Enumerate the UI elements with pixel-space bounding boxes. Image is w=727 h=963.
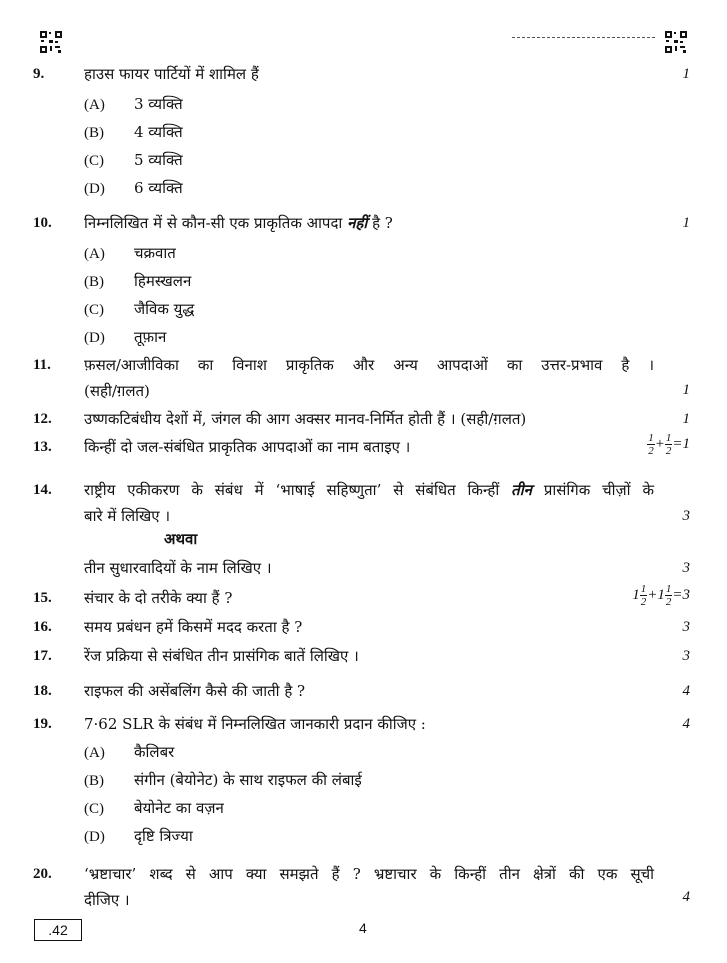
option-label: (A) bbox=[84, 246, 105, 262]
question-number: 11. bbox=[33, 357, 51, 373]
question-text bbox=[84, 210, 393, 236]
question-marks: 3 bbox=[682, 619, 690, 635]
fraction bbox=[647, 432, 655, 457]
emphasis-text: नहीं bbox=[347, 214, 368, 232]
option bbox=[84, 742, 174, 762]
option-label: (C) bbox=[84, 153, 104, 169]
option-label: (A) bbox=[84, 745, 105, 761]
option-text: बेयोनेट का वज़न bbox=[134, 799, 224, 817]
question-marks: 4 bbox=[682, 889, 690, 905]
emphasis-text: तीन bbox=[511, 481, 532, 499]
option bbox=[84, 826, 193, 846]
option-text: जैविक युद्ध bbox=[134, 300, 195, 318]
option-text: 5 व्यक्ति bbox=[134, 151, 183, 169]
question-line: ‘भ्रष्टाचार’ शब्द से आप क्या समझते हैं ? भ्रष्टाचार के किन्हीं तीन क्षेत्रों की एक सूची bbox=[84, 865, 654, 883]
question-number: 10. bbox=[33, 215, 52, 231]
question-text: किन्हीं दो जल-संबंधित प्राकृतिक आपदाओं का नाम बताइए । bbox=[84, 438, 411, 456]
option-text: 4 व्यक्ति bbox=[134, 123, 183, 141]
question-text-part: निम्नलिखित में से कौन-सी एक प्राकृतिक आपदा bbox=[84, 214, 343, 232]
question-marks: 4 bbox=[682, 716, 690, 732]
question-text bbox=[84, 477, 654, 529]
question-line: (सही/ग़लत) bbox=[84, 382, 150, 400]
fraction-numerator: 1 bbox=[665, 583, 672, 595]
marks-plus: + bbox=[654, 435, 665, 452]
question-text bbox=[84, 861, 654, 913]
question-marks: 1 bbox=[682, 215, 690, 231]
option-text: 3 व्यक्ति bbox=[134, 95, 183, 113]
option-label: (C) bbox=[84, 801, 104, 817]
fraction-denominator: 2 bbox=[640, 596, 647, 608]
question-text bbox=[84, 352, 654, 404]
marks-plus: + bbox=[647, 586, 658, 603]
fraction-denominator: 2 bbox=[648, 445, 654, 457]
question-marks: 3 bbox=[682, 508, 690, 524]
qr-code-icon-right bbox=[665, 31, 687, 53]
fraction-numerator: 1 bbox=[665, 432, 672, 444]
question-text: उष्णकटिबंधीय देशों में, जंगल की आग अक्सर मानव-निर्मित होती हैं । (सही/ग़लत) bbox=[84, 410, 527, 428]
paper-code-box: .42 bbox=[34, 919, 82, 941]
option-label: (C) bbox=[84, 302, 104, 318]
option-text: संगीन (बेयोनेट) के साथ राइफल की लंबाई bbox=[134, 771, 362, 789]
question-marks: 4 bbox=[682, 683, 690, 699]
option-label: (B) bbox=[84, 773, 104, 789]
or-label: अथवा bbox=[164, 530, 198, 548]
option bbox=[84, 271, 191, 291]
option-label: (B) bbox=[84, 274, 104, 290]
marks-whole: 1 bbox=[657, 586, 665, 603]
header-dashed-line bbox=[512, 37, 655, 38]
question-number: 18. bbox=[33, 683, 52, 699]
question-text: संचार के दो तरीके क्या हैं ? bbox=[84, 589, 233, 607]
option bbox=[84, 94, 183, 114]
option-label: (D) bbox=[84, 181, 105, 197]
question-number: 14. bbox=[33, 482, 52, 498]
option-text: हिमस्खलन bbox=[134, 272, 192, 290]
fraction-denominator: 2 bbox=[665, 445, 672, 457]
question-text: समय प्रबंधन हमें किसमें मदद करता है ? bbox=[84, 618, 303, 636]
option bbox=[84, 122, 183, 142]
question-marks: 1 bbox=[682, 66, 690, 82]
question-number: 15. bbox=[33, 590, 52, 606]
option-label: (A) bbox=[84, 97, 105, 113]
question-text: हाउस फायर पार्टियों में शामिल हैं bbox=[84, 65, 259, 83]
question-text: 7·62 SLR के संबंध में निम्नलिखित जानकारी प्रदान कीजिए : bbox=[84, 715, 426, 733]
question-line: फ़सल/आजीविका का विनाश प्राकृतिक और अन्य आपदाओं का उत्तर-प्रभाव है । bbox=[84, 356, 654, 374]
question-number: 19. bbox=[33, 716, 52, 732]
option bbox=[84, 798, 224, 818]
marks-total: =1 bbox=[672, 435, 690, 452]
marks-whole: 1 bbox=[632, 586, 640, 603]
question-number: 13. bbox=[33, 439, 52, 455]
question-line bbox=[84, 477, 654, 503]
option bbox=[84, 243, 176, 263]
question-number: 17. bbox=[33, 648, 52, 664]
question-number: 20. bbox=[33, 866, 52, 882]
question-number: 16. bbox=[33, 619, 52, 635]
question-number: 9. bbox=[33, 66, 45, 82]
option-label: (D) bbox=[84, 829, 105, 845]
option-label: (D) bbox=[84, 330, 105, 346]
question-marks bbox=[632, 583, 690, 608]
alternative-question-text: तीन सुधारवादियों के नाम लिखिए । bbox=[84, 559, 272, 577]
marks-total: =3 bbox=[672, 586, 690, 603]
question-line: बारे में लिखिए । bbox=[84, 507, 171, 525]
option-text: दृष्टि त्रिज्या bbox=[134, 827, 193, 845]
question-marks: 3 bbox=[682, 560, 690, 576]
option bbox=[84, 150, 183, 170]
question-marks: 3 bbox=[682, 648, 690, 664]
question-text-part: प्रासंगिक चीज़ों के bbox=[543, 481, 654, 499]
question-number: 12. bbox=[33, 411, 52, 427]
option bbox=[84, 299, 194, 319]
question-text: रेंज प्रक्रिया से संबंधित तीन प्रासंगिक बातें लिखिए । bbox=[84, 647, 359, 665]
fraction-numerator: 1 bbox=[640, 583, 647, 595]
option bbox=[84, 327, 166, 347]
question-marks: 1 bbox=[682, 382, 690, 398]
option-text: 6 व्यक्ति bbox=[134, 179, 183, 197]
question-marks bbox=[647, 432, 690, 457]
option bbox=[84, 178, 183, 198]
option-text: चक्रवात bbox=[134, 244, 176, 262]
question-text-part: राष्ट्रीय एकीकरण के संबंध में ‘भाषाई सहिष्णुता’ से संबंधित किन्हीं bbox=[84, 481, 500, 499]
option-text: तूफ़ान bbox=[134, 328, 167, 346]
fraction-denominator: 2 bbox=[665, 596, 672, 608]
question-line: दीजिए । bbox=[84, 891, 130, 909]
option bbox=[84, 770, 362, 790]
question-marks: 1 bbox=[682, 411, 690, 427]
page-number: 4 bbox=[359, 920, 367, 936]
fraction-numerator: 1 bbox=[648, 432, 654, 444]
qr-code-icon-left bbox=[40, 31, 62, 53]
option-text: कैलिबर bbox=[134, 743, 175, 761]
option-label: (B) bbox=[84, 125, 104, 141]
question-text: राइफल की असेंबलिंग कैसे की जाती है ? bbox=[84, 682, 306, 700]
question-text-part: है ? bbox=[372, 214, 393, 232]
